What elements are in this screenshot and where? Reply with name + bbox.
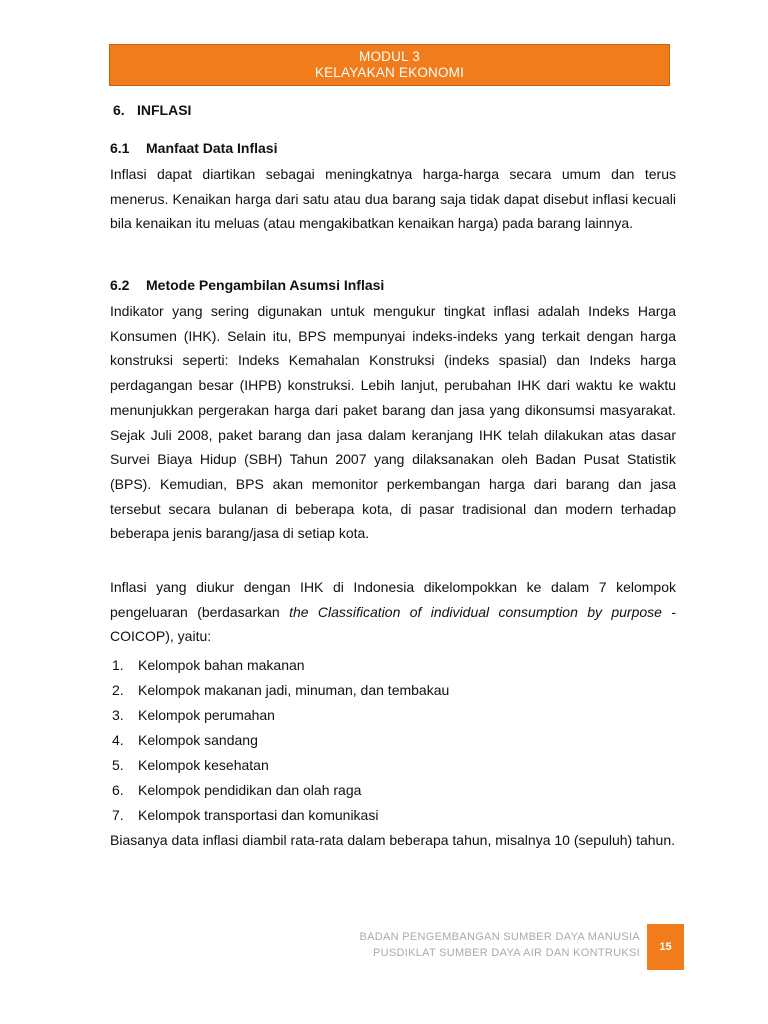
subsection-number: 6.1 — [110, 140, 130, 156]
list-number: 5. — [112, 757, 124, 773]
list-number: 1. — [112, 657, 124, 673]
list-item — [112, 703, 449, 728]
list-text: Kelompok sandang — [138, 732, 258, 748]
list-text: Kelompok pendidikan dan olah raga — [138, 782, 362, 798]
subsection-title: Metode Pengambilan Asumsi Inflasi — [146, 277, 385, 293]
page-number: 15 — [659, 941, 672, 953]
paragraph-body: Indikator yang sering digunakan untuk mengukur tingkat inflasi adalah Indeks Harga Konsumen (IHK). Selain itu, BPS mempunyai indeks-indeks yang terkait dengan harga konstruksi seperti: Indeks Kemahalan Konstruksi (indeks spasial) dan Indeks harga perdagangan besar (IHPB) konstruksi. Lebih lanjut, perubahan IHK dari waktu ke waktu menunjukkan pergerakan harga dari paket barang dan jasa yang dikonsumsi masyarakat. Sejak Juli 2008, paket barang dan jasa dalam keranjang IHK telah dilakukan atas dasar Survei Biaya Hidup (SBH) Tahun 2007 yang dilaksanakan oleh Badan Pusat Statistik (BPS). Kemudian, BPS akan memonitor perkembangan harga dari barang dan jasa tersebut secara bulanan di beberapa kota, di pasar tradisional dan modern terhadap beberapa jenis — [110, 303, 676, 542]
list-text: Kelompok kesehatan — [138, 757, 269, 773]
paragraph-text-post: - COICOP), yaitu: — [110, 603, 676, 645]
subsection-heading-6-1 — [110, 140, 277, 156]
footer-line-1: BADAN PENGEMBANGAN SUMBER DAYA MANUSIA — [359, 931, 640, 943]
list-text: Kelompok transportasi dan komunikasi — [138, 807, 379, 823]
list-number: 2. — [112, 682, 124, 698]
list-item — [112, 803, 449, 828]
expenditure-group-list — [112, 653, 449, 828]
section-heading — [113, 102, 191, 118]
subsection-heading-6-2 — [110, 277, 384, 293]
footer-institution — [359, 929, 640, 961]
list-item — [112, 728, 449, 753]
paragraph-coicop — [110, 575, 676, 649]
list-number: 6. — [112, 782, 124, 798]
list-item — [112, 753, 449, 778]
paragraph-body: Biasanya data inflasi diambil rata-rata dalam beberapa tahun, misalnya 10 — [110, 832, 570, 848]
list-item — [112, 653, 449, 678]
paragraph-text-pre: Inflasi yang diukur dengan IHK di Indonesia dikelompokkan ke dalam 7 kelompok pengeluaran (berdasarkan — [110, 579, 676, 620]
list-number: 7. — [112, 807, 124, 823]
list-number: 4. — [112, 732, 124, 748]
paragraph-last-line: (sepuluh) tahun. — [573, 832, 676, 848]
list-text: Kelompok bahan makanan — [138, 657, 305, 673]
paragraph-last-line: barang/jasa di setiap kota. — [205, 525, 370, 542]
list-text: Kelompok perumahan — [138, 707, 275, 723]
list-item — [112, 778, 449, 803]
subsection-title: Manfaat Data Inflasi — [146, 140, 278, 156]
module-title: KELAYAKAN EKONOMI — [314, 65, 465, 80]
page-number-badge — [647, 924, 684, 970]
paragraph-body: Inflasi dapat diartikan sebagai meningkatnya harga-harga secara umum dan terus menerus. Kenaikan harga dari satu atau dua barang saja tidak dapat disebut inflasi kecuali bila kenaikan itu meluas (atau mengakibatkan kenaikan harga) pada — [110, 166, 676, 232]
module-number: MODUL 3 — [359, 49, 420, 64]
subsection-number: 6.2 — [110, 277, 130, 293]
list-item — [112, 678, 449, 703]
paragraph-italic-term: the Classification of individual consumption by purpose — [289, 603, 662, 620]
paragraph-last-line: barang lainnya. — [537, 215, 634, 232]
paragraph-metode — [110, 299, 676, 546]
list-text: Kelompok makanan jadi, minuman, dan tembakau — [138, 682, 450, 698]
list-number: 3. — [112, 707, 124, 723]
paragraph-closing — [110, 828, 676, 853]
paragraph-manfaat — [110, 162, 676, 236]
module-header-banner — [109, 44, 670, 86]
section-number: 6. — [113, 102, 125, 118]
footer-line-2: PUSDIKLAT SUMBER DAYA AIR DAN KONTRUKSI — [373, 947, 640, 959]
section-title: INFLASI — [137, 102, 192, 118]
